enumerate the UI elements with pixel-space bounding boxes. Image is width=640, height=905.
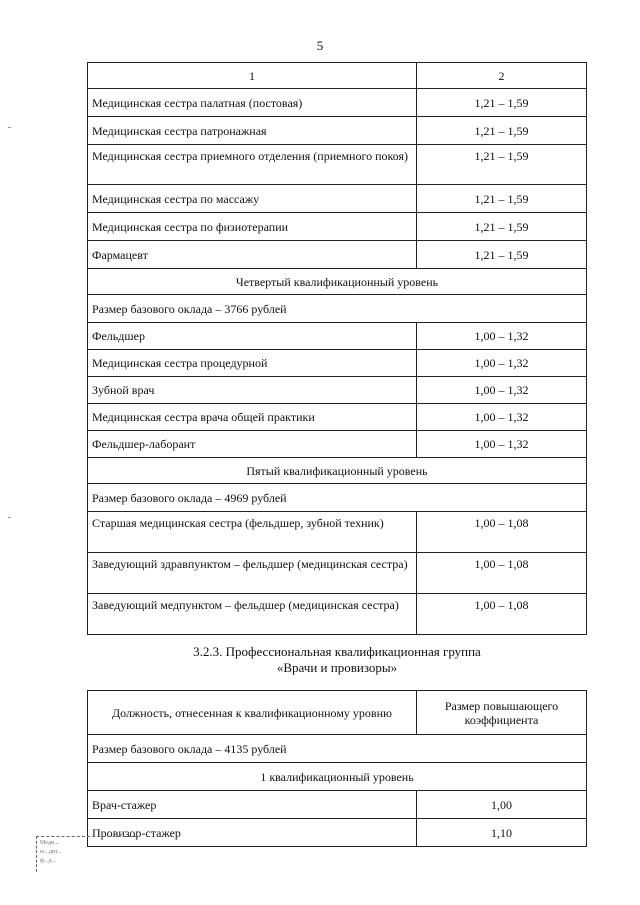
position-name: Заведующий медпунктом – фельдшер (медицинская сестра) xyxy=(88,594,417,635)
stamp-line-1: Меди... xyxy=(40,840,59,846)
position-name: Медицинская сестра приемного отделения (приемного покоя) xyxy=(88,145,417,185)
column-header-coefficient: Размер повышающего коэффициента xyxy=(417,691,587,735)
coefficient-value: 1,00 – 1,32 xyxy=(417,377,587,404)
coefficient-value: 1,00 – 1,32 xyxy=(417,350,587,377)
base-salary-4: Размер базового оклада – 3766 рублей xyxy=(88,295,587,323)
position-name: Старшая медицинская сестра (фельдшер, зубной техник) xyxy=(88,512,417,553)
table-header-row xyxy=(88,691,587,735)
column-header-2: 2 xyxy=(417,63,587,89)
position-name: Фармацевт xyxy=(88,241,417,269)
table-row xyxy=(88,553,587,594)
doctors-table xyxy=(87,690,587,847)
scan-mark xyxy=(8,127,11,128)
level-row xyxy=(88,763,587,791)
column-header-1: 1 xyxy=(88,63,417,89)
stamp-line-3: ф...д... xyxy=(40,858,56,864)
position-name: Врач-стажер xyxy=(88,791,417,819)
coefficient-value: 1,00 – 1,32 xyxy=(417,323,587,350)
table-row xyxy=(88,145,587,185)
table-row xyxy=(88,431,587,458)
table-row xyxy=(88,185,587,213)
salary-row xyxy=(88,295,587,323)
column-header-position: Должность, отнесенная к квалификационному уровню xyxy=(88,691,417,735)
coefficient-value: 1,21 – 1,59 xyxy=(417,241,587,269)
position-name: Медицинская сестра палатная (постовая) xyxy=(88,89,417,117)
salary-row xyxy=(88,735,587,763)
section-heading-line-1: 3.2.3. Профессиональная квалификационная группа xyxy=(193,644,481,659)
coefficient-value: 1,21 – 1,59 xyxy=(417,185,587,213)
table-row xyxy=(88,117,587,145)
coefficient-value: 1,00 – 1,32 xyxy=(417,404,587,431)
coefficient-value: 1,00 – 1,32 xyxy=(417,431,587,458)
position-name: Провизор-стажер xyxy=(88,819,417,847)
section-heading-line-2: «Врачи и провизоры» xyxy=(276,660,398,675)
table-row xyxy=(88,404,587,431)
qualification-level-1: 1 квалификационный уровень xyxy=(88,763,587,791)
stamp xyxy=(36,836,136,872)
coefficient-value: 1,21 – 1,59 xyxy=(417,89,587,117)
table-row xyxy=(88,819,587,847)
position-name: Зубной врач xyxy=(88,377,417,404)
position-name: Медицинская сестра врача общей практики xyxy=(88,404,417,431)
table-row xyxy=(88,377,587,404)
table-row xyxy=(88,323,587,350)
coefficient-value: 1,00 – 1,08 xyxy=(417,553,587,594)
position-name: Фельдшер-лаборант xyxy=(88,431,417,458)
qualification-level-5: Пятый квалификационный уровень xyxy=(88,458,587,484)
position-name: Медицинская сестра процедурной xyxy=(88,350,417,377)
table-header-row xyxy=(88,63,587,89)
level-row xyxy=(88,458,587,484)
stamp-line-2: ю...дит... xyxy=(40,849,62,855)
salary-row xyxy=(88,484,587,512)
position-name: Заведующий здравпунктом – фельдшер (медицинская сестра) xyxy=(88,553,417,594)
coefficient-value: 1,21 – 1,59 xyxy=(417,213,587,241)
qualification-level-4: Четвертый квалификационный уровень xyxy=(88,269,587,295)
table-row xyxy=(88,594,587,635)
coefficient-value: 1,21 – 1,59 xyxy=(417,145,587,185)
page-number: 5 xyxy=(316,38,324,53)
coefficient-value: 1,00 – 1,08 xyxy=(417,512,587,553)
table-row xyxy=(88,89,587,117)
position-name: Медицинская сестра патронажная xyxy=(88,117,417,145)
coefficient-value: 1,10 xyxy=(417,819,587,847)
table-row xyxy=(88,241,587,269)
coefficient-value: 1,00 xyxy=(417,791,587,819)
qualification-table xyxy=(87,62,587,635)
base-salary: Размер базового оклада – 4135 рублей xyxy=(88,735,587,763)
coefficient-value: 1,00 – 1,08 xyxy=(417,594,587,635)
position-name: Медицинская сестра по физиотерапии xyxy=(88,213,417,241)
coefficient-value: 1,21 – 1,59 xyxy=(417,117,587,145)
table-row xyxy=(88,791,587,819)
scan-mark xyxy=(8,517,11,518)
section-heading xyxy=(87,644,587,676)
position-name: Медицинская сестра по массажу xyxy=(88,185,417,213)
level-row xyxy=(88,269,587,295)
table-row xyxy=(88,512,587,553)
base-salary-5: Размер базового оклада – 4969 рублей xyxy=(88,484,587,512)
position-name: Фельдшер xyxy=(88,323,417,350)
table-row xyxy=(88,350,587,377)
table-row xyxy=(88,213,587,241)
